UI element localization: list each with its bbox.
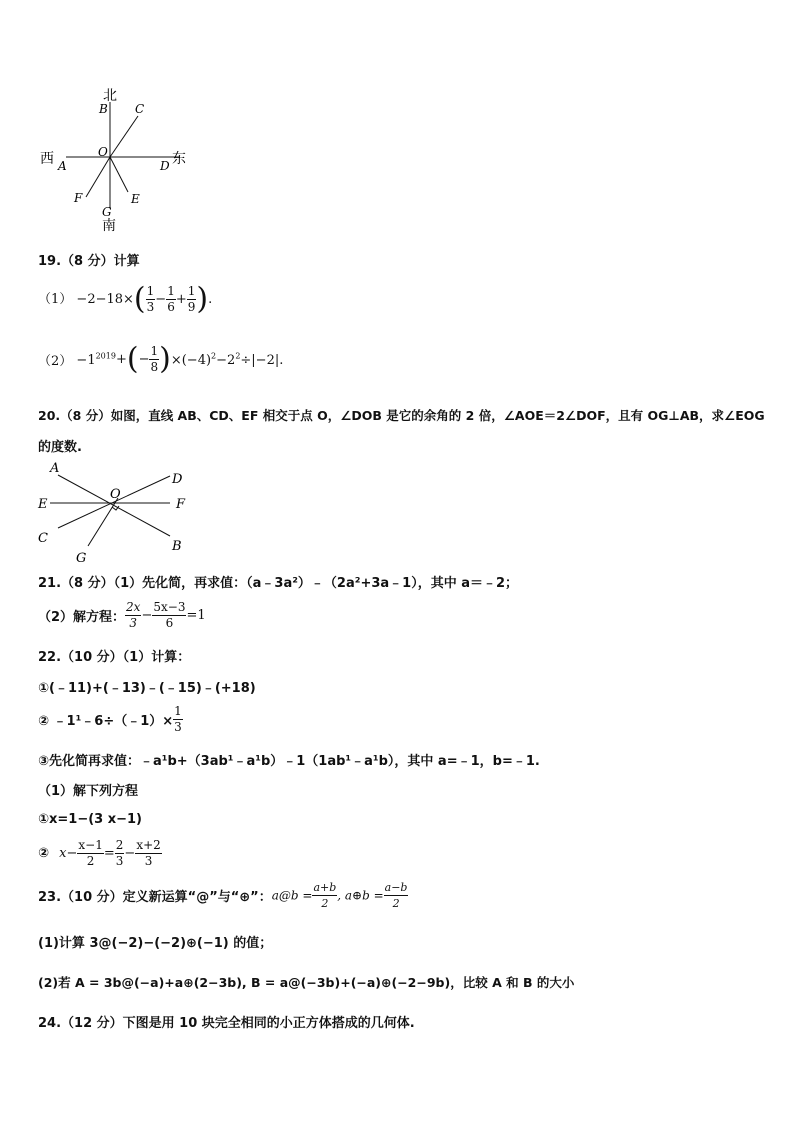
label-C: C <box>135 102 145 116</box>
compass-north: 北 <box>103 88 117 104</box>
q20-label-B: B <box>172 539 182 554</box>
q20-label-F: F <box>176 497 186 512</box>
q19-part1: （1） −2−18×( $\frac{1}{3}$ − $\frac{1}{6}$ + $\frac{1}{9}$ ). <box>38 281 213 317</box>
q23-part1: (1)计算 3@(−2)−(−2)⊕(−1) 的值； <box>38 936 273 951</box>
label-F: F <box>74 191 83 205</box>
compass-west: 西 <box>40 151 54 167</box>
q22-item3: ③先化简再求值：﹣a¹b+（3ab¹﹣a¹b）﹣1（1ab¹﹣a¹b），其中 a=﹣1，b=﹣1. <box>38 754 540 769</box>
q21-line1: 21.（8 分）（1）先化简，再求值：（a﹣3a²）﹣（2a²+3a﹣1），其中 a＝﹣2； <box>38 576 519 591</box>
q22-subtitle: （1）解下列方程 <box>38 784 139 799</box>
q24-title: 24.（12 分）下图是用 10 块完全相同的小正方体搭成的几何体. <box>38 1016 415 1031</box>
q23-title-line: 23.（10 分）定义新运算“@”与“⊕”：a@b = $\frac{a+b}{2}$ , a⊕b = $\frac{a-b}{2}$ <box>38 881 408 910</box>
q20-label-A: A <box>50 461 60 476</box>
q22-eq2: ② x− $\frac{x-1}{2}$ = $\frac{2}{3}$ − $\frac{x+2}{3}$ <box>38 838 161 868</box>
label-O: O <box>98 145 108 159</box>
q20-line1: 20.（8 分）如图，直线 AB、CD、EF 相交于点 O，∠DOB 是它的余角的 2 倍，∠AOE＝2∠DOF，且有 OG⊥AB，求∠EOG <box>38 408 765 423</box>
q19-part2: $(2) -1^{2019}+(-$ $\frac{1}{8}$ )$\times(-4)^2-2^2\div|-2|$. <box>38 341 284 377</box>
q20-figure <box>30 458 210 568</box>
q20-label-D: D <box>172 472 183 487</box>
q20-label-G: G <box>76 551 87 566</box>
q22-eq1: ①x=1−(3 x−1) <box>38 812 142 827</box>
q22-item1: ①(﹣11)+(﹣13)﹣(﹣15)﹣(+18) <box>38 681 256 696</box>
label-A: A <box>58 159 67 173</box>
label-E: E <box>131 192 140 206</box>
q20-label-O: O <box>110 487 121 502</box>
q20-label-E: E <box>38 497 48 512</box>
q23-part2: (2)若 A = 3b@(−a)+a⊕(2−3b), B = a@(−3b)+(−a)⊕(−2−9b)，比较 A 和 B 的大小 <box>38 975 575 990</box>
q21-part2: （2）解方程： $\frac{2x}{3}$ − $\frac{5x-3}{6}$ =1 <box>38 600 206 630</box>
q20-label-C: C <box>38 531 48 546</box>
q22-item2: ② ﹣1¹﹣6÷（﹣1）× $\frac{1}{3}$ <box>38 704 182 734</box>
label-G: G <box>102 205 112 219</box>
label-D: D <box>160 159 170 173</box>
compass-figure <box>30 80 210 240</box>
compass-east: 东 <box>172 151 186 167</box>
label-B: B <box>99 102 108 116</box>
compass-south: 南 <box>102 218 116 234</box>
q19-title: 19.（8 分）计算 <box>38 254 140 269</box>
q22-title: 22.（10 分）（1）计算： <box>38 650 191 665</box>
q20-line2: 的度数. <box>38 440 82 455</box>
